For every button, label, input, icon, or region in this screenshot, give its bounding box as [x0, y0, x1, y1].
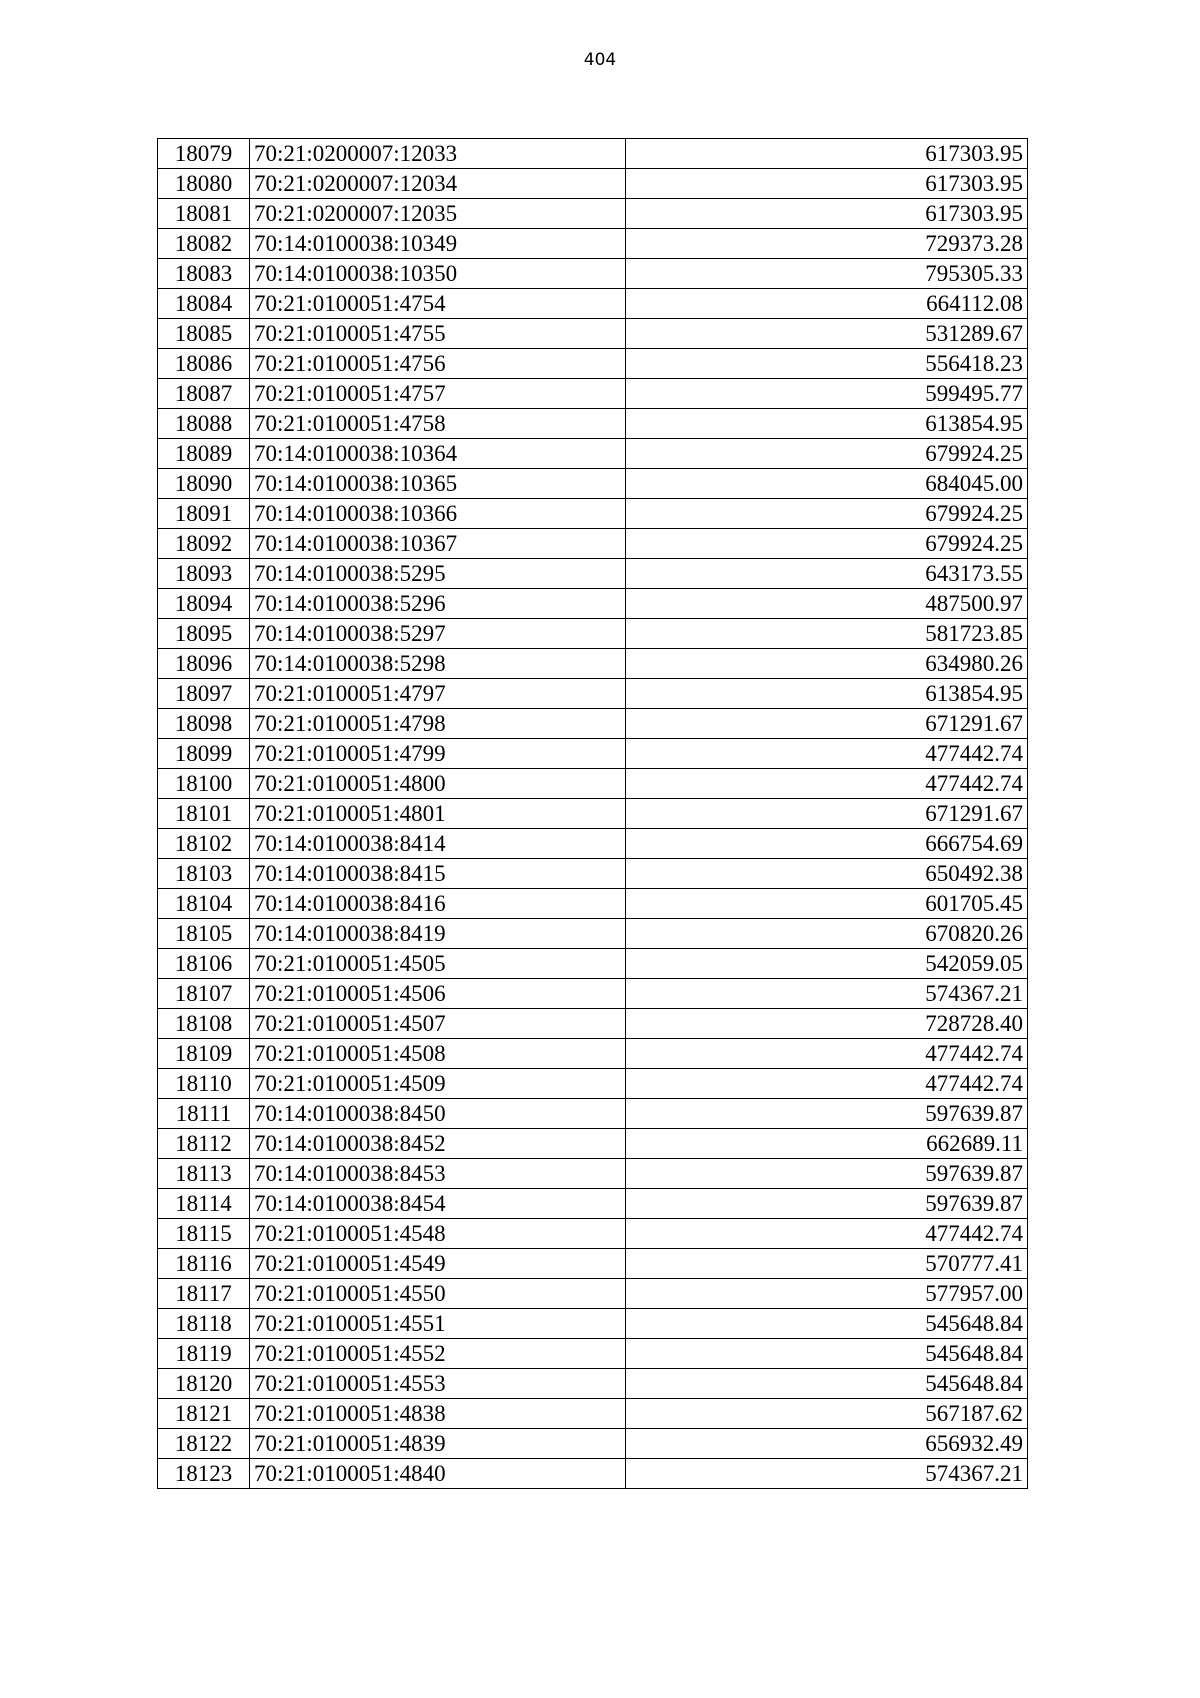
- cadastral-number-cell: 70:14:0100038:8419: [249, 919, 625, 949]
- table-row: [158, 859, 1028, 889]
- cadastral-value-cell: 581723.85: [625, 619, 1027, 649]
- table-row: [158, 529, 1028, 559]
- row-number-cell: 18092: [158, 529, 250, 559]
- cadastral-number-cell: 70:21:0100051:4509: [249, 1069, 625, 1099]
- row-number-cell: 18122: [158, 1429, 250, 1459]
- table-body: [158, 139, 1028, 1489]
- table-row: [158, 319, 1028, 349]
- cadastral-number-cell: 70:21:0100051:4755: [249, 319, 625, 349]
- cadastral-value-cell: 671291.67: [625, 709, 1027, 739]
- row-number-cell: 18102: [158, 829, 250, 859]
- cadastral-number-cell: 70:21:0100051:4754: [249, 289, 625, 319]
- cadastral-number-cell: 70:21:0100051:4758: [249, 409, 625, 439]
- row-number-cell: 18100: [158, 769, 250, 799]
- cadastral-value-cell: 574367.21: [625, 1459, 1027, 1489]
- cadastral-value-cell: 671291.67: [625, 799, 1027, 829]
- cadastral-value-cell: 684045.00: [625, 469, 1027, 499]
- table-row: [158, 1069, 1028, 1099]
- row-number-cell: 18110: [158, 1069, 250, 1099]
- row-number-cell: 18104: [158, 889, 250, 919]
- table-row: [158, 1129, 1028, 1159]
- row-number-cell: 18093: [158, 559, 250, 589]
- table-row: [158, 139, 1028, 169]
- row-number-cell: 18096: [158, 649, 250, 679]
- cadastral-value-cell: 574367.21: [625, 979, 1027, 1009]
- cadastral-value-table: [157, 138, 1028, 1489]
- cadastral-value-cell: 597639.87: [625, 1189, 1027, 1219]
- row-number-cell: 18094: [158, 589, 250, 619]
- cadastral-value-cell: 795305.33: [625, 259, 1027, 289]
- table-row: [158, 1369, 1028, 1399]
- cadastral-number-cell: 70:14:0100038:8416: [249, 889, 625, 919]
- cadastral-number-cell: 70:21:0100051:4801: [249, 799, 625, 829]
- table-row: [158, 799, 1028, 829]
- table-row: [158, 1219, 1028, 1249]
- cadastral-number-cell: 70:21:0200007:12034: [249, 169, 625, 199]
- row-number-cell: 18087: [158, 379, 250, 409]
- row-number-cell: 18113: [158, 1159, 250, 1189]
- table-row: [158, 559, 1028, 589]
- cadastral-value-cell: 728728.40: [625, 1009, 1027, 1039]
- cadastral-value-cell: 634980.26: [625, 649, 1027, 679]
- cadastral-number-cell: 70:21:0100051:4506: [249, 979, 625, 1009]
- cadastral-value-cell: 531289.67: [625, 319, 1027, 349]
- cadastral-number-cell: 70:21:0100051:4553: [249, 1369, 625, 1399]
- cadastral-number-cell: 70:21:0100051:4839: [249, 1429, 625, 1459]
- cadastral-number-cell: 70:21:0100051:4548: [249, 1219, 625, 1249]
- row-number-cell: 18095: [158, 619, 250, 649]
- row-number-cell: 18105: [158, 919, 250, 949]
- table-row: [158, 829, 1028, 859]
- cadastral-value-cell: 477442.74: [625, 1039, 1027, 1069]
- row-number-cell: 18084: [158, 289, 250, 319]
- table-row: [158, 259, 1028, 289]
- cadastral-value-cell: 477442.74: [625, 1069, 1027, 1099]
- table-row: [158, 1459, 1028, 1489]
- cadastral-number-cell: 70:21:0100051:4505: [249, 949, 625, 979]
- table-row: [158, 1189, 1028, 1219]
- cadastral-value-cell: 656932.49: [625, 1429, 1027, 1459]
- row-number-cell: 18114: [158, 1189, 250, 1219]
- table-row: [158, 619, 1028, 649]
- cadastral-value-cell: 650492.38: [625, 859, 1027, 889]
- row-number-cell: 18119: [158, 1339, 250, 1369]
- cadastral-number-cell: 70:21:0200007:12035: [249, 199, 625, 229]
- row-number-cell: 18116: [158, 1249, 250, 1279]
- cadastral-value-cell: 617303.95: [625, 199, 1027, 229]
- table-row: [158, 1099, 1028, 1129]
- table-row: [158, 289, 1028, 319]
- table-row: [158, 649, 1028, 679]
- cadastral-value-cell: 577957.00: [625, 1279, 1027, 1309]
- cadastral-number-cell: 70:14:0100038:8454: [249, 1189, 625, 1219]
- cadastral-number-cell: 70:21:0100051:4797: [249, 679, 625, 709]
- row-number-cell: 18118: [158, 1309, 250, 1339]
- cadastral-number-cell: 70:14:0100038:5298: [249, 649, 625, 679]
- cadastral-value-cell: 545648.84: [625, 1369, 1027, 1399]
- row-number-cell: 18090: [158, 469, 250, 499]
- table-row: [158, 1249, 1028, 1279]
- cadastral-number-cell: 70:14:0100038:8414: [249, 829, 625, 859]
- table-row: [158, 409, 1028, 439]
- table-row: [158, 1309, 1028, 1339]
- table-row: [158, 199, 1028, 229]
- cadastral-value-cell: 597639.87: [625, 1159, 1027, 1189]
- table-row: [158, 679, 1028, 709]
- cadastral-number-cell: 70:21:0200007:12033: [249, 139, 625, 169]
- cadastral-number-cell: 70:14:0100038:10366: [249, 499, 625, 529]
- row-number-cell: 18112: [158, 1129, 250, 1159]
- cadastral-value-cell: 670820.26: [625, 919, 1027, 949]
- table-row: [158, 439, 1028, 469]
- cadastral-number-cell: 70:14:0100038:5297: [249, 619, 625, 649]
- cadastral-value-cell: 617303.95: [625, 169, 1027, 199]
- table-row: [158, 949, 1028, 979]
- table-row: [158, 169, 1028, 199]
- cadastral-number-cell: 70:14:0100038:10365: [249, 469, 625, 499]
- table-row: [158, 469, 1028, 499]
- cadastral-value-cell: 666754.69: [625, 829, 1027, 859]
- row-number-cell: 18085: [158, 319, 250, 349]
- row-number-cell: 18107: [158, 979, 250, 1009]
- table-row: [158, 499, 1028, 529]
- table-row: [158, 229, 1028, 259]
- table-row: [158, 739, 1028, 769]
- cadastral-value-cell: 679924.25: [625, 529, 1027, 559]
- cadastral-number-cell: 70:21:0100051:4549: [249, 1249, 625, 1279]
- cadastral-value-cell: 545648.84: [625, 1309, 1027, 1339]
- row-number-cell: 18123: [158, 1459, 250, 1489]
- cadastral-value-cell: 487500.97: [625, 589, 1027, 619]
- row-number-cell: 18106: [158, 949, 250, 979]
- cadastral-number-cell: 70:21:0100051:4508: [249, 1039, 625, 1069]
- table-row: [158, 1159, 1028, 1189]
- cadastral-number-cell: 70:14:0100038:10367: [249, 529, 625, 559]
- table-row: [158, 709, 1028, 739]
- row-number-cell: 18103: [158, 859, 250, 889]
- row-number-cell: 18080: [158, 169, 250, 199]
- table-row: [158, 349, 1028, 379]
- cadastral-number-cell: 70:14:0100038:8453: [249, 1159, 625, 1189]
- row-number-cell: 18117: [158, 1279, 250, 1309]
- table-row: [158, 919, 1028, 949]
- cadastral-number-cell: 70:21:0100051:4757: [249, 379, 625, 409]
- cadastral-number-cell: 70:21:0100051:4550: [249, 1279, 625, 1309]
- table-row: [158, 1399, 1028, 1429]
- cadastral-value-cell: 617303.95: [625, 139, 1027, 169]
- row-number-cell: 18089: [158, 439, 250, 469]
- cadastral-number-cell: 70:21:0100051:4799: [249, 739, 625, 769]
- cadastral-value-cell: 599495.77: [625, 379, 1027, 409]
- cadastral-value-cell: 567187.62: [625, 1399, 1027, 1429]
- cadastral-number-cell: 70:14:0100038:10349: [249, 229, 625, 259]
- row-number-cell: 18079: [158, 139, 250, 169]
- cadastral-value-cell: 570777.41: [625, 1249, 1027, 1279]
- row-number-cell: 18088: [158, 409, 250, 439]
- cadastral-number-cell: 70:21:0100051:4507: [249, 1009, 625, 1039]
- table-row: [158, 1339, 1028, 1369]
- cadastral-value-cell: 477442.74: [625, 1219, 1027, 1249]
- cadastral-value-cell: 662689.11: [625, 1129, 1027, 1159]
- row-number-cell: 18083: [158, 259, 250, 289]
- row-number-cell: 18109: [158, 1039, 250, 1069]
- table-row: [158, 589, 1028, 619]
- row-number-cell: 18097: [158, 679, 250, 709]
- cadastral-value-cell: 601705.45: [625, 889, 1027, 919]
- cadastral-number-cell: 70:14:0100038:8452: [249, 1129, 625, 1159]
- page-number: 404: [583, 50, 617, 70]
- cadastral-value-cell: 597639.87: [625, 1099, 1027, 1129]
- cadastral-number-cell: 70:14:0100038:10364: [249, 439, 625, 469]
- row-number-cell: 18082: [158, 229, 250, 259]
- row-number-cell: 18111: [158, 1099, 250, 1129]
- cadastral-value-cell: 477442.74: [625, 739, 1027, 769]
- row-number-cell: 18115: [158, 1219, 250, 1249]
- table-row: [158, 1009, 1028, 1039]
- cadastral-number-cell: 70:21:0100051:4800: [249, 769, 625, 799]
- cadastral-number-cell: 70:21:0100051:4756: [249, 349, 625, 379]
- row-number-cell: 18099: [158, 739, 250, 769]
- cadastral-value-cell: 613854.95: [625, 679, 1027, 709]
- table-row: [158, 769, 1028, 799]
- cadastral-value-cell: 542059.05: [625, 949, 1027, 979]
- cadastral-value-cell: 679924.25: [625, 439, 1027, 469]
- cadastral-number-cell: 70:21:0100051:4840: [249, 1459, 625, 1489]
- cadastral-value-cell: 679924.25: [625, 499, 1027, 529]
- row-number-cell: 18120: [158, 1369, 250, 1399]
- cadastral-value-cell: 664112.08: [625, 289, 1027, 319]
- table-row: [158, 979, 1028, 1009]
- cadastral-number-cell: 70:14:0100038:8415: [249, 859, 625, 889]
- table-row: [158, 889, 1028, 919]
- row-number-cell: 18108: [158, 1009, 250, 1039]
- cadastral-number-cell: 70:21:0100051:4551: [249, 1309, 625, 1339]
- row-number-cell: 18086: [158, 349, 250, 379]
- row-number-cell: 18098: [158, 709, 250, 739]
- cadastral-value-cell: 643173.55: [625, 559, 1027, 589]
- table-row: [158, 379, 1028, 409]
- cadastral-value-cell: 556418.23: [625, 349, 1027, 379]
- table-row: [158, 1279, 1028, 1309]
- row-number-cell: 18091: [158, 499, 250, 529]
- cadastral-number-cell: 70:21:0100051:4552: [249, 1339, 625, 1369]
- cadastral-number-cell: 70:14:0100038:5296: [249, 589, 625, 619]
- cadastral-number-cell: 70:14:0100038:5295: [249, 559, 625, 589]
- cadastral-number-cell: 70:21:0100051:4838: [249, 1399, 625, 1429]
- cadastral-value-cell: 729373.28: [625, 229, 1027, 259]
- row-number-cell: 18081: [158, 199, 250, 229]
- cadastral-number-cell: 70:14:0100038:10350: [249, 259, 625, 289]
- table-row: [158, 1429, 1028, 1459]
- cadastral-value-cell: 613854.95: [625, 409, 1027, 439]
- row-number-cell: 18121: [158, 1399, 250, 1429]
- cadastral-number-cell: 70:21:0100051:4798: [249, 709, 625, 739]
- cadastral-value-cell: 477442.74: [625, 769, 1027, 799]
- table-row: [158, 1039, 1028, 1069]
- cadastral-number-cell: 70:14:0100038:8450: [249, 1099, 625, 1129]
- row-number-cell: 18101: [158, 799, 250, 829]
- cadastral-value-cell: 545648.84: [625, 1339, 1027, 1369]
